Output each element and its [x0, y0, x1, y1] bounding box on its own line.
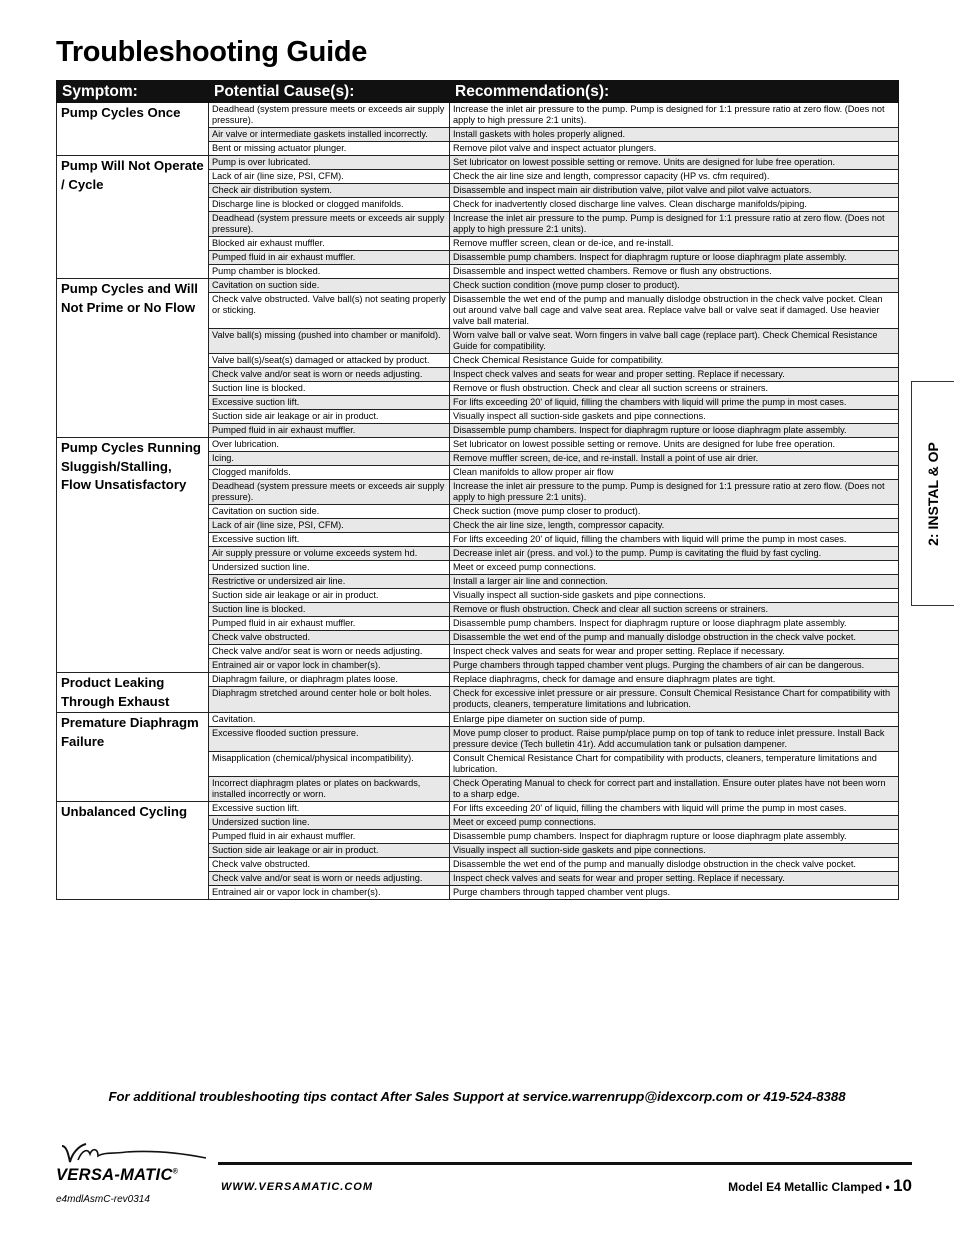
model-name: Model E4 Metallic Clamped •: [728, 1180, 890, 1194]
cause-cell: Misapplication (chemical/physical incompatibility).: [209, 752, 450, 777]
table-row: [57, 103, 899, 128]
recommendation-cell: For lifts exceeding 20' of liquid, filling the chambers with liquid will prime the pump in most cases.: [450, 533, 899, 547]
cause-cell: Excessive suction lift.: [209, 533, 450, 547]
cause-cell: Pumped fluid in air exhaust muffler.: [209, 251, 450, 265]
cause-cell: Pump chamber is blocked.: [209, 265, 450, 279]
cause-cell: Bent or missing actuator plunger.: [209, 142, 450, 156]
recommendation-cell: Inspect check valves and seats for wear and proper setting. Replace if necessary.: [450, 368, 899, 382]
recommendation-cell: Consult Chemical Resistance Chart for compatibility with products, cleaners, temperature limitations and lubrication.: [450, 752, 899, 777]
cause-cell: Check valve and/or seat is worn or needs adjusting.: [209, 368, 450, 382]
symptom-cell: Premature Diaphragm Failure: [57, 713, 209, 802]
cause-cell: Over lubrication.: [209, 438, 450, 452]
cause-cell: Deadhead (system pressure meets or exceeds air supply pressure).: [209, 480, 450, 505]
symptom-cell: Pump Cycles and Will Not Prime or No Flow: [57, 279, 209, 438]
recommendation-cell: Set lubricator on lowest possible setting or remove. Units are designed for lube free operation.: [450, 438, 899, 452]
cause-cell: Undersized suction line.: [209, 561, 450, 575]
cause-cell: Diaphragm stretched around center hole or bolt holes.: [209, 687, 450, 713]
cause-cell: Discharge line is blocked or clogged manifolds.: [209, 198, 450, 212]
recommendation-cell: Remove pilot valve and inspect actuator plungers.: [450, 142, 899, 156]
recommendation-cell: Check Chemical Resistance Guide for compatibility.: [450, 354, 899, 368]
cause-cell: Suction side air leakage or air in product.: [209, 844, 450, 858]
cause-cell: Excessive flooded suction pressure.: [209, 727, 450, 752]
page-title: Troubleshooting Guide: [56, 36, 368, 68]
cause-cell: Icing.: [209, 452, 450, 466]
cause-cell: Suction side air leakage or air in product.: [209, 589, 450, 603]
registered-mark: ®: [172, 1168, 179, 1176]
recommendation-cell: Disassemble pump chambers. Inspect for diaphragm rupture or loose diaphragm plate assembly.: [450, 424, 899, 438]
symptom-cell: Pump Cycles Running Sluggish/Stalling, Flow Unsatisfactory: [57, 438, 209, 673]
cause-cell: Check valve obstructed. Valve ball(s) not seating properly or sticking.: [209, 293, 450, 329]
cause-cell: Diaphragm failure, or diaphragm plates loose.: [209, 673, 450, 687]
cause-cell: Check air distribution system.: [209, 184, 450, 198]
symptom-cell: Pump Cycles Once: [57, 103, 209, 156]
symptom-cell: Product Leaking Through Exhaust: [57, 673, 209, 713]
cause-cell: Lack of air (line size, PSI, CFM).: [209, 519, 450, 533]
cause-header: Potential Cause(s):: [209, 81, 450, 103]
model-page-label: [728, 1176, 912, 1196]
cause-cell: Suction side air leakage or air in product.: [209, 410, 450, 424]
symptom-header: Symptom:: [57, 81, 209, 103]
recommendation-cell: Increase the inlet air pressure to the pump. Pump is designed for 1:1 pressure ratio at zero flow. (Does not apply to high pressure 2:1 units).: [450, 103, 899, 128]
cause-cell: Pumped fluid in air exhaust muffler.: [209, 424, 450, 438]
recommendation-cell: Increase the inlet air pressure to the pump. Pump is designed for 1:1 pressure ratio at zero flow. (Does not apply to high pressure 2:1 units).: [450, 212, 899, 237]
section-side-tab[interactable]: [911, 381, 954, 606]
table-row: [57, 156, 899, 170]
recommendation-cell: Disassemble the wet end of the pump and manually dislodge obstruction in the check valve pocket.: [450, 858, 899, 872]
recommendation-cell: Disassemble pump chambers. Inspect for diaphragm rupture or loose diaphragm plate assembly.: [450, 830, 899, 844]
cause-cell: Entrained air or vapor lock in chamber(s).: [209, 659, 450, 673]
recommendation-cell: Disassemble the wet end of the pump and manually dislodge obstruction in the check valve pocket. Clean out around valve ball cage and valve seat area. Replace valve ball or valve seat if damaged. Use heavier valve ball material.: [450, 293, 899, 329]
recommendation-cell: Remove or flush obstruction. Check and clear all suction screens or strainers.: [450, 603, 899, 617]
cause-cell: Restrictive or undersized air line.: [209, 575, 450, 589]
recommendation-cell: Remove muffler screen, clean or de-ice, and re-install.: [450, 237, 899, 251]
table-row: [57, 802, 899, 816]
cause-cell: Check valve and/or seat is worn or needs adjusting.: [209, 872, 450, 886]
recommendation-cell: Inspect check valves and seats for wear and proper setting. Replace if necessary.: [450, 645, 899, 659]
side-tab-label: 2: INSTAL & OP: [925, 441, 941, 546]
cause-cell: Valve ball(s) missing (pushed into chamber or manifold).: [209, 329, 450, 354]
cause-cell: Undersized suction line.: [209, 816, 450, 830]
brand-name: VERSA-MATIC: [56, 1166, 173, 1184]
recommendation-cell: Check Operating Manual to check for correct part and installation. Ensure outer plates have not been worn to a sharp edge.: [450, 777, 899, 802]
recommendation-cell: Install a larger air line and connection.: [450, 575, 899, 589]
troubleshooting-table: [56, 80, 899, 900]
recommendation-cell: Set lubricator on lowest possible setting or remove. Units are designed for lube free operation.: [450, 156, 899, 170]
support-contact-note: For additional troubleshooting tips contact After Sales Support at service.warrenrupp@idexcorp.com or 419-524-8388: [108, 1089, 846, 1104]
cause-cell: Incorrect diaphragm plates or plates on backwards, installed incorrectly or worn.: [209, 777, 450, 802]
recommendation-cell: Check for inadvertently closed discharge line valves. Clean discharge manifolds/piping.: [450, 198, 899, 212]
recommendation-cell: Purge chambers through tapped chamber vent plugs.: [450, 886, 899, 900]
recommendation-header: Recommendation(s):: [450, 81, 899, 103]
symptom-cell: Pump Will Not Operate / Cycle: [57, 156, 209, 279]
cause-cell: Check valve obstructed.: [209, 631, 450, 645]
cause-cell: Suction line is blocked.: [209, 603, 450, 617]
cause-cell: Cavitation.: [209, 713, 450, 727]
table-row: [57, 713, 899, 727]
cause-cell: Valve ball(s)/seat(s) damaged or attacked by product.: [209, 354, 450, 368]
table-row: [57, 438, 899, 452]
recommendation-cell: Disassemble pump chambers. Inspect for diaphragm rupture or loose diaphragm plate assembly.: [450, 251, 899, 265]
cause-cell: Check valve obstructed.: [209, 858, 450, 872]
recommendation-cell: Disassemble and inspect main air distribution valve, pilot valve and pilot valve actuators.: [450, 184, 899, 198]
recommendation-cell: Check for excessive inlet pressure or air pressure. Consult Chemical Resistance Chart for compatibility with products, cleaners, temperature limitations and lubrication.: [450, 687, 899, 713]
recommendation-cell: Remove muffler screen, de-ice, and re-install. Install a point of use air drier.: [450, 452, 899, 466]
recommendation-cell: Disassemble pump chambers. Inspect for diaphragm rupture or loose diaphragm plate assembly.: [450, 617, 899, 631]
cause-cell: Air supply pressure or volume exceeds system hd.: [209, 547, 450, 561]
recommendation-cell: Visually inspect all suction-side gaskets and pipe connections.: [450, 844, 899, 858]
recommendation-cell: Disassemble the wet end of the pump and manually dislodge obstruction in the check valve pocket.: [450, 631, 899, 645]
symptom-cell: Unbalanced Cycling: [57, 802, 209, 900]
recommendation-cell: Meet or exceed pump connections.: [450, 816, 899, 830]
recommendation-cell: Install gaskets with holes properly aligned.: [450, 128, 899, 142]
recommendation-cell: For lifts exceeding 20' of liquid, filling the chambers with liquid will prime the pump in most cases.: [450, 396, 899, 410]
table-row: [57, 279, 899, 293]
website-link[interactable]: WWW.VERSAMATIC.COM: [221, 1181, 374, 1193]
footer-rule: [218, 1162, 912, 1165]
recommendation-cell: Check the air line size, length, compressor capacity.: [450, 519, 899, 533]
recommendation-cell: Purge chambers through tapped chamber vent plugs. Purging the chambers of air can be dangerous.: [450, 659, 899, 673]
brand-wordmark: [56, 1166, 178, 1185]
cause-cell: Pumped fluid in air exhaust muffler.: [209, 617, 450, 631]
recommendation-cell: Visually inspect all suction-side gaskets and pipe connections.: [450, 589, 899, 603]
recommendation-cell: Replace diaphragms, check for damage and ensure diaphragm plates are tight.: [450, 673, 899, 687]
recommendation-cell: Move pump closer to product. Raise pump/place pump on top of tank to reduce inlet pressure. Install Back pressure device (Tech bulletin 41r). Add accumulation tank or pulsation dampener.: [450, 727, 899, 752]
cause-cell: Blocked air exhaust muffler.: [209, 237, 450, 251]
cause-cell: Cavitation on suction side.: [209, 505, 450, 519]
cause-cell: Suction line is blocked.: [209, 382, 450, 396]
recommendation-cell: Check the air line size and length, compressor capacity (HP vs. cfm required).: [450, 170, 899, 184]
recommendation-cell: Inspect check valves and seats for wear and proper setting. Replace if necessary.: [450, 872, 899, 886]
recommendation-cell: Clean manifolds to allow proper air flow: [450, 466, 899, 480]
table-header-row: [57, 81, 899, 103]
cause-cell: Air valve or intermediate gaskets installed incorrectly.: [209, 128, 450, 142]
recommendation-cell: Meet or exceed pump connections.: [450, 561, 899, 575]
recommendation-cell: Worn valve ball or valve seat. Worn fingers in valve ball cage (replace part). Check Chemical Resistance Guide for compatibility.: [450, 329, 899, 354]
cause-cell: Excessive suction lift.: [209, 396, 450, 410]
recommendation-cell: Enlarge pipe diameter on suction side of pump.: [450, 713, 899, 727]
cause-cell: Lack of air (line size, PSI, CFM).: [209, 170, 450, 184]
recommendation-cell: Disassemble and inspect wetted chambers. Remove or flush any obstructions.: [450, 265, 899, 279]
troubleshooting-table-container: [56, 80, 898, 900]
page-number: 10: [893, 1176, 912, 1195]
recommendation-cell: Check suction (move pump closer to product).: [450, 505, 899, 519]
cause-cell: Deadhead (system pressure meets or exceeds air supply pressure).: [209, 212, 450, 237]
recommendation-cell: For lifts exceeding 20' of liquid, filling the chambers with liquid will prime the pump in most cases.: [450, 802, 899, 816]
document-id: e4mdlAsmC-rev0314: [56, 1194, 150, 1205]
table-row: [57, 673, 899, 687]
cause-cell: Deadhead (system pressure meets or exceeds air supply pressure).: [209, 103, 450, 128]
cause-cell: Entrained air or vapor lock in chamber(s).: [209, 886, 450, 900]
cause-cell: Pumped fluid in air exhaust muffler.: [209, 830, 450, 844]
recommendation-cell: Check suction condition (move pump closer to product).: [450, 279, 899, 293]
cause-cell: Cavitation on suction side.: [209, 279, 450, 293]
cause-cell: Excessive suction lift.: [209, 802, 450, 816]
recommendation-cell: Increase the inlet air pressure to the pump. Pump is designed for 1:1 pressure ratio at zero flow. (Does not apply to high pressure 2:1 units).: [450, 480, 899, 505]
recommendation-cell: Decrease inlet air (press. and vol.) to the pump. Pump is cavitating the fluid by fast cycling.: [450, 547, 899, 561]
recommendation-cell: Remove or flush obstruction. Check and clear all suction screens or strainers.: [450, 382, 899, 396]
cause-cell: Check valve and/or seat is worn or needs adjusting.: [209, 645, 450, 659]
table-body: [57, 103, 899, 900]
cause-cell: Pump is over lubricated.: [209, 156, 450, 170]
recommendation-cell: Visually inspect all suction-side gaskets and pipe connections.: [450, 410, 899, 424]
cause-cell: Clogged manifolds.: [209, 466, 450, 480]
